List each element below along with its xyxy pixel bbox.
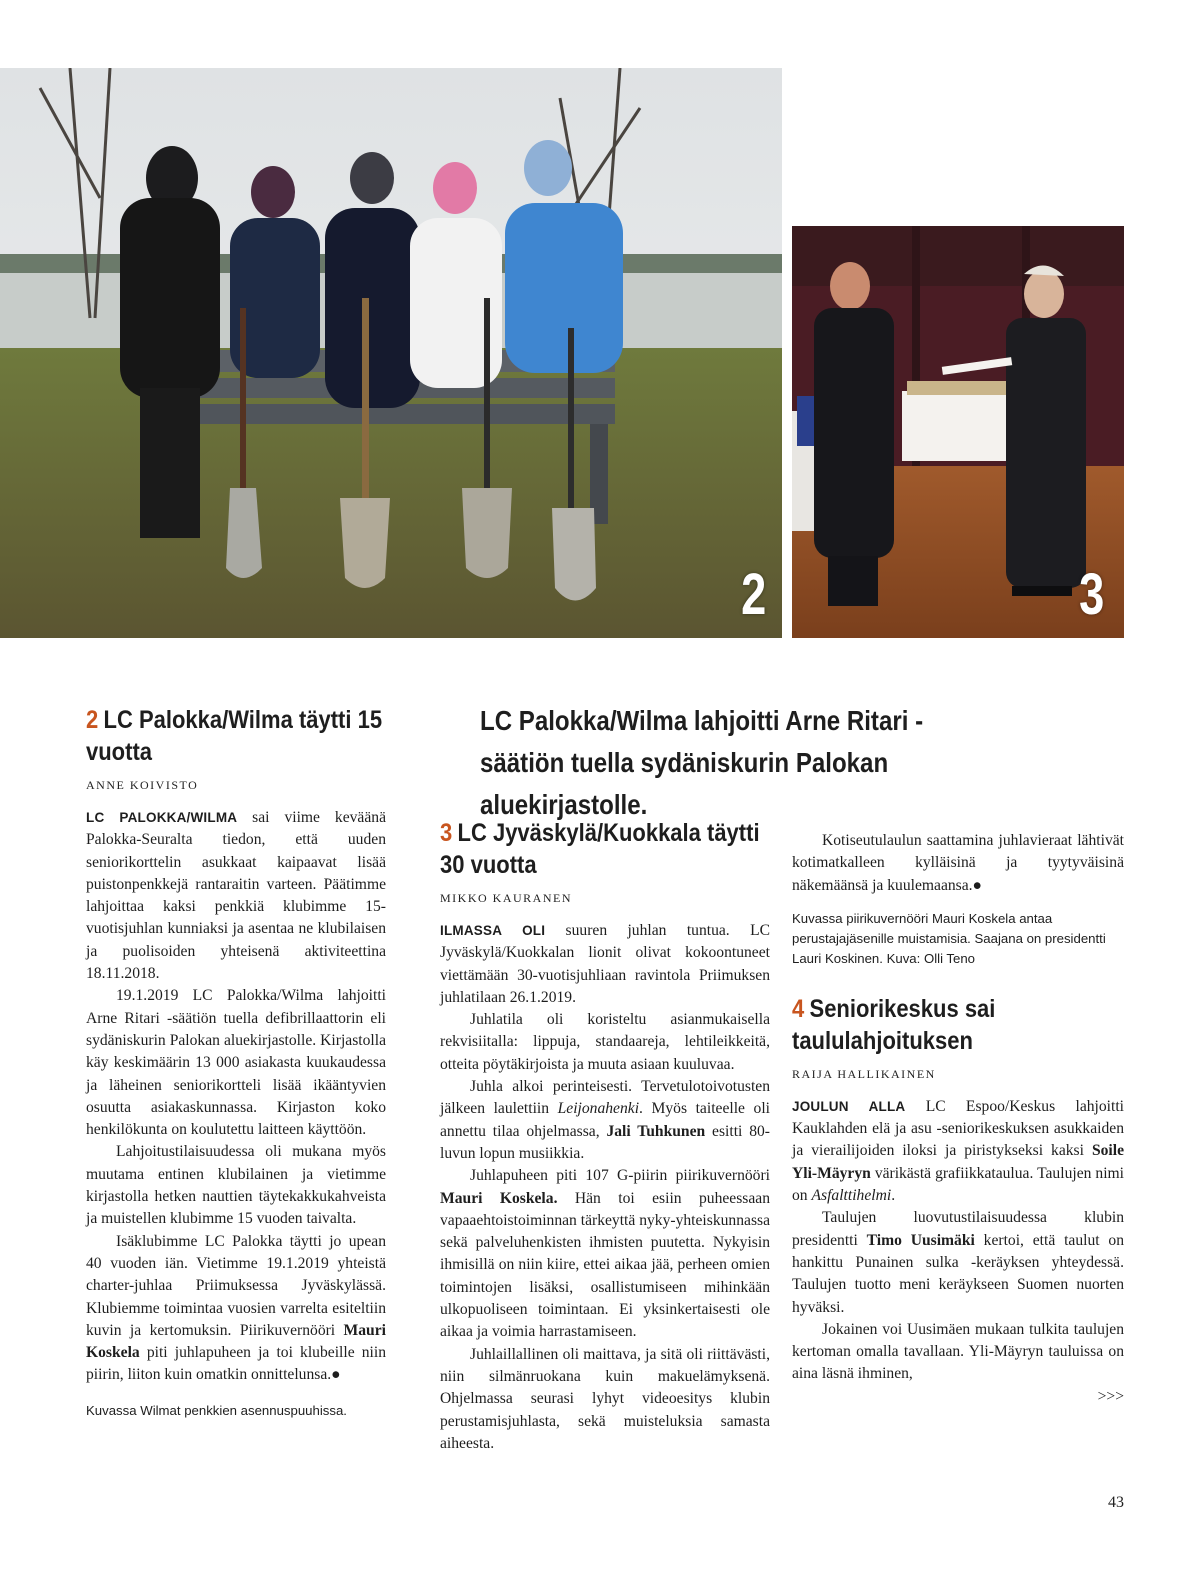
person-name: Mauri Koskela. bbox=[440, 1189, 558, 1207]
article-4-number: 4 bbox=[792, 994, 805, 1023]
person-name: Soile Yli-Mäyryn bbox=[792, 1142, 1124, 1182]
article-4 bbox=[792, 993, 1124, 1408]
article-3-number: 3 bbox=[440, 819, 453, 847]
article-3-paragraph: Juhlapuheen piti 107 G-piirin piirikuvernööri Mauri Koskela. Hän toi esiin puheessaan vapaaehtoistoiminnan tärkeyttä nyky-yhteiskunnassa sekä palveluhenkisten ihmisten puutetta. Nykyisin ihmisillä on niin kiire, ettei aikaa jää, perheen omien toimintojen lisäksi, osallistumiseen mihinkään ulkopuoliseen toimintaan. Ei yksinkertaisesti ole aikaa ja voimia harrastamiseen. bbox=[440, 1167, 770, 1341]
article-3-paragraph: Kotiseutulaulun saattamina juhlavieraat lähtivät kotimatkalleen kylläisinä ja tyytyväisinä näkemäänsä ja kuulemaansa.● bbox=[792, 832, 1124, 894]
article-2-body bbox=[86, 807, 386, 1387]
article-2-byline: ANNE KOIVISTO bbox=[86, 778, 199, 792]
article-4-paragraph: Jokainen voi Uusimäen mukaan tulkita taulujen kertoman omalla tavallaan. Yli-Mäyryn tauluissa on aina läsnä ihminen, bbox=[792, 1320, 1124, 1383]
article-4-paragraph: Taulujen luovutustilaisuudessa klubin presidentti Timo Uusimäki kertoi, että taulut on hankittu Punainen sulka -keräyksen yhteydessä. Taulujen tuotto meni keräykseen Suomen nuorten hyväksi. bbox=[792, 1209, 1124, 1316]
article-2-paragraph: 19.1.2019 LC Palokka/Wilma lahjoitti Arne Ritari -säätiön tuella defibrillaattorin eli sydäniskurin Palokan aluekirjastolle. Kirjastolla käy keskimäärin 13 000 asiakasta kuukaudessa ja läheinen seniorikortteli lisää ikääntyvien osuutta asiakaskunnassa. Kirjaston koko henkilökunta on koulutettu laitteen käyttöön. bbox=[86, 987, 386, 1139]
page-number: 43 bbox=[1108, 1494, 1124, 1511]
end-mark: ● bbox=[972, 876, 982, 894]
person-name: Mauri Koskela bbox=[86, 1321, 386, 1362]
article-4-title-text: Seniorikeskus sai taululahjoituksen bbox=[792, 994, 996, 1055]
article-2-paragraph: LC PALOKKA/WILMA sai viime keväänä Palokka-Seuralta tiedon, että uuden seniorikorttelin asukkaat kaipaavat lisää puistonpenkkejä rantaraitin varteen. Päätimme lahjoittaa kaksi penkkiä klubimme 15-vuotisjuhlan kunniaksi ja asentaa ne klubilaisen ja puolisoiden yhteisenä aktiviteettina 18.11.2018. bbox=[86, 809, 386, 983]
article-2-lead: LC PALOKKA/WILMA bbox=[86, 810, 238, 825]
continued-marker: >>> bbox=[1097, 1387, 1124, 1405]
article-2-number: 2 bbox=[86, 706, 99, 734]
article-4-lead: JOULUN ALLA bbox=[792, 1098, 906, 1114]
article-3-body bbox=[440, 920, 770, 1455]
article-3-lead: ILMASSA OLI bbox=[440, 923, 546, 938]
artwork-title: Asfalttihelmi bbox=[811, 1187, 892, 1205]
article-3-paragraph: Juhlatila oli koristeltu asianmukaisella rekvisiitalla: lippuja, standaareja, lehtileikkeitä, otteita pöytäkirjoista ja muuta asiaan kuuluvaa. bbox=[440, 1011, 770, 1073]
article-3-paragraph: Juhla alkoi perinteisesti. Tervetulotoivotusten jälkeen laulettiin Leijonahenki. Myös taiteelle oli annettu tilaa ohjelmassa, Jali Tuhkunen esitti 80-luvun lopun musiikkia. bbox=[440, 1078, 770, 1162]
photo-number-3: 3 bbox=[1078, 562, 1104, 627]
article-3 bbox=[440, 817, 770, 1455]
article-3-title-text: LC Jyväskylä/Kuokkala täytti 30 vuotta bbox=[440, 819, 760, 879]
photo-3-caption: Kuvassa piirikuvernööri Mauri Koskela antaa perustajajäsenille muistamisia. Saajana on presidentti Lauri Koskinen. Kuva: Olli Teno bbox=[792, 910, 1106, 966]
article-2-paragraph: Lahjoitustilaisuudessa oli mukana myös muutama entinen klubilainen ja vietimme kirjastolla hetken nauttien täytekakkukahveista ja muistellen klubimme 15 vuoden taivalta. bbox=[86, 1143, 386, 1228]
article-3-body-continued bbox=[792, 830, 1124, 897]
article-2-title-text: LC Palokka/Wilma täytti 15 vuotta bbox=[86, 706, 383, 766]
photo-women-with-spades bbox=[0, 68, 782, 638]
article-2-title bbox=[86, 704, 387, 768]
article-3-paragraph: ILMASSA OLI suuren juhlan tuntua. LC Jyväskylä/Kuokkalan lionit olivat kokoontuneet viettämään 30-vuotisjuhliaan ravintola Priimuksen juhlatilaan 26.1.2019. bbox=[440, 922, 770, 1006]
person-name: Timo Uusimäki bbox=[866, 1231, 975, 1249]
article-3-paragraph: Juhlaillallinen oli maittava, ja sitä oli riittävästi, niin silmänruokana kuin makuelämyksenä. Ohjelmassa seurasi lyhyt videoesitys klubin perustamisjuhlasta, sekä muisteluksia samasta aiheesta. bbox=[440, 1345, 770, 1452]
photo-2-caption: Kuvassa Wilmat penkkien asennuspuuhissa. bbox=[86, 1402, 347, 1418]
photo-women-with-spades-bench-icon bbox=[0, 68, 782, 638]
article-4-body bbox=[792, 1096, 1124, 1408]
article-3-title bbox=[440, 817, 771, 881]
article-3-byline: MIKKO KAURANEN bbox=[440, 891, 572, 905]
end-mark: ● bbox=[331, 1366, 341, 1384]
photo-award-ceremony bbox=[792, 226, 1124, 638]
headline: LC Palokka/Wilma lahjoitti Arne Ritari -säätiön tuella sydäniskurin Palokan aluekirjastolle. bbox=[480, 705, 924, 820]
column-3 bbox=[792, 830, 1124, 1408]
article-4-paragraph: JOULUN ALLA LC Espoo/Keskus lahjoitti Kauklahden elä ja asu -seniorikeskuksen asukkaiden ja vierailijoiden iloksi ja piristykseksi kaksi Soile Yli-Mäyryn värikästä grafiikkataulua. Taulujen nimi on Asfalttihelmi. bbox=[792, 1097, 1124, 1205]
photo-award-ceremony-icon bbox=[792, 226, 1124, 638]
article-2-paragraph: Isäklubimme LC Palokka täytti jo upean 40 vuoden iän. Vietimme 19.1.2019 yhteistä charter-juhlaa Priimuksessa Jyväskylässä. Klubiemme toimintaa vuosien varrelta esiteltiin kuvin ja kertomuksin. Piirikuvernööri Mauri Koskela piti juhlapuheen ja toi klubeille niin piirin, liiton kuin omatkin onnittelunsa.● bbox=[86, 1232, 386, 1384]
article-4-byline: RAIJA HALLIKAINEN bbox=[792, 1066, 936, 1081]
person-name: Jali Tuhkunen bbox=[606, 1122, 706, 1140]
photo-number-2: 2 bbox=[740, 562, 766, 627]
article-4-title bbox=[792, 993, 1125, 1057]
song-title: Leijonahenki bbox=[557, 1100, 640, 1118]
article-2 bbox=[86, 704, 386, 1421]
